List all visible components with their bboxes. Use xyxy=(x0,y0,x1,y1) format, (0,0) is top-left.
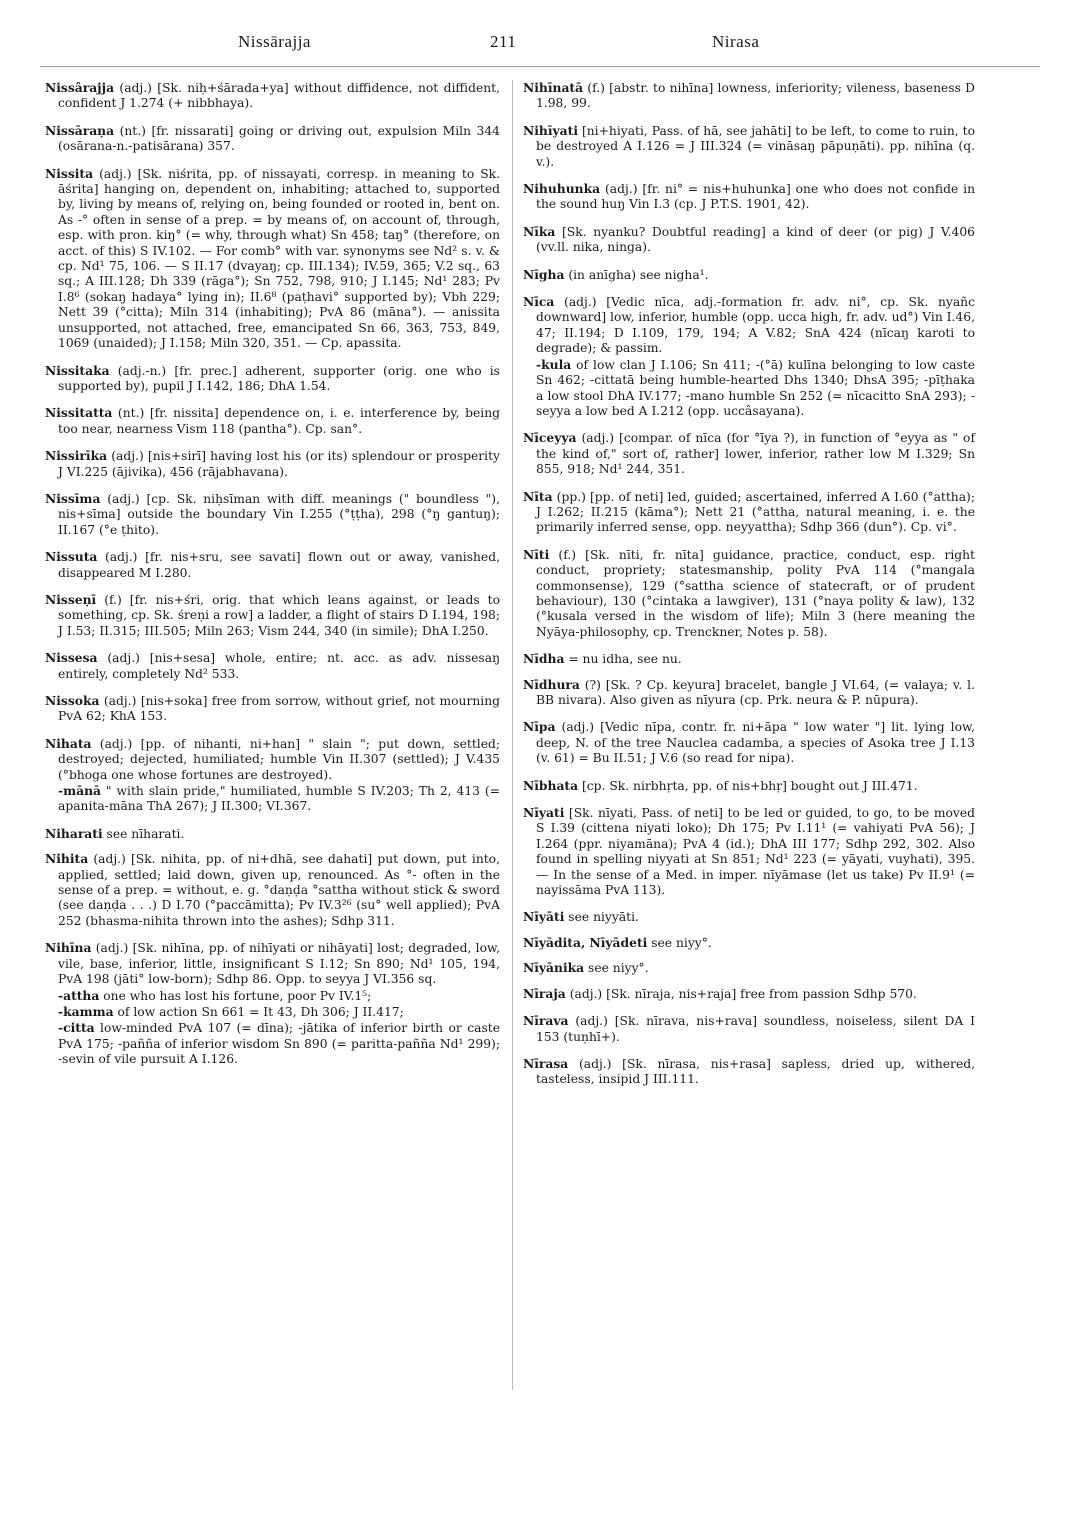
entry-definition: (adj.) [Sk. nihīna, pp. of nihīyati or nihāyati] lost; degraded, low, vile, base, inferior, little, insignificant S I.12; Sn 890; Nd¹ 105, 194, PvA 198 (jāti° low-born); Sdhp 86. Opp. to seyya J VI.356 sq. xyxy=(58,941,500,987)
entry-headword: Nīta xyxy=(523,488,553,504)
entry-definition: (adj.) [Sk. nīrava, nis+rava] soundless, noiseless, silent DA I 153 (tuṇhī+). xyxy=(536,1014,975,1044)
entry-headword: Nīdha xyxy=(523,651,565,667)
dictionary-entry xyxy=(45,592,500,639)
entry-headword: Nīyāti xyxy=(523,909,565,925)
entry-headword: Nihita xyxy=(45,851,89,867)
entry-headword: Nihīnatā xyxy=(523,80,584,95)
entry-headword: Nībhata xyxy=(523,777,579,793)
entry-headword: Nissirīka xyxy=(45,448,108,464)
sub-entry-headword: -citta xyxy=(58,1020,95,1036)
entry-definition: (nt.) [fr. nissita] dependence on, i. e. interference by, being too near, nearness Vism 118 (pantha°). Cp. san°. xyxy=(58,406,500,436)
entry-definition: (nt.) [fr. nissarati] going or driving out, expulsion Miln 344 (osārana-n.-patisārana) 357. xyxy=(58,123,500,154)
entry-headword: Nissitatta xyxy=(45,405,113,421)
entry-headword: Nissitaka xyxy=(45,362,110,378)
entry-definition: (pp.) [pp. of neti] led, guided; ascertained, inferred A I.60 (°attha); J I.262; II.215 (kāma°); Nett 21 (°attha, natural meaning, i. e. the primarily inferred sense, opp. neyyattha); Sdhp 366 (dun°). Cp. vi°. xyxy=(536,489,975,535)
entry-definition: see niyy°. xyxy=(647,935,712,950)
dictionary-entry xyxy=(523,677,975,709)
entry-headword: Nīceyya xyxy=(523,430,577,446)
entry-headword: Nīyati xyxy=(523,805,565,821)
entry-headword: Nissoka xyxy=(45,693,100,708)
dictionary-entry xyxy=(45,851,500,929)
sub-entry-headword: -kula xyxy=(536,356,572,372)
dictionary-entry xyxy=(523,430,975,477)
page-header xyxy=(48,32,1025,58)
dictionary-entry xyxy=(45,448,500,480)
entry-headword: Nīca xyxy=(523,294,555,310)
entry-definition: (adj.) [Sk. niśrita, pp. of nissayati, corresp. in meaning to Sk. āśrita] hanging on, dependent on, inhabiting; attached to, supported by, living by means of, relying on, being founded or rooted in, bent on. As -° often in sense of a prep. = by means of, on account of, through, esp. with pron. kiŋ° (= why, through what) Sn 458; taŋ° (therefore, on acct. of this) S IV.102. — For comb° with var. synonyms see Nd² s. v. & cp. Nd¹ 75, 106. — S II.17 (dvayaŋ; cp. III.134); IV.59, 365; V.2 sq., 63 sq.; A III.128; Dh 339 (rāga°); Sn 752, 798, 910; J I.145; Nd¹ 283; Pv I.8⁶ (sokaŋ hadaya° lying in); II.6⁸ (paṭhavi° supported by); Vbh 229; Nett 39 (°citta); Miln 314 (inhabiting); PvA 86 (māna°). — anissita unsupported, not attached, free, emancipated Sn 66, 363, 753, 849, 1069 (unaided); J I.158; Miln 320, 351. — Cp. apassita. xyxy=(58,166,500,351)
entry-definition: (f.) [fr. nis+śri, orig. that which leans against, or leads to something, cp. Sk. śreṇi a row] a ladder, a flight of stairs D I.194, 198; J I.53; II.315; III.505; Miln 263; Vism 244, 340 (in simile); DhA I.250. xyxy=(58,592,500,638)
entry-headword: Nīyādita, Nīyādeti xyxy=(523,934,648,950)
entry-headword: Nīka xyxy=(523,223,556,239)
entry-definition: see niyy°. xyxy=(584,961,649,976)
entry-definition: [Sk. nyanku? Doubtful reading] a kind of deer (or pig) J V.406 (vv.ll. nika, ninga). xyxy=(536,224,975,255)
header-rule xyxy=(40,66,1040,67)
entry-definition: see nīharati. xyxy=(102,826,185,841)
entry-headword: Nissesa xyxy=(45,650,98,666)
entry-definition: = nu idha, see nu. xyxy=(564,652,682,667)
sub-entry xyxy=(536,357,975,420)
dictionary-entry xyxy=(523,1056,975,1088)
dictionary-entry xyxy=(523,547,975,640)
entry-definition: (adj.) [fr. nis+sru, see savati] flown out or away, vanished, disappeared M I.280. xyxy=(58,550,500,580)
entry-definition: [ni+hiyati, Pass. of hā, see jahāti] to be left, to come to ruin, to be destroyed A I.126 = J III.324 (= vināsaŋ pāpuṇāti). pp. nihīna (q. v.). xyxy=(536,123,975,169)
dictionary-entry xyxy=(523,651,975,667)
dictionary-entry xyxy=(523,294,975,419)
dictionary-entry xyxy=(523,123,975,170)
dictionary-entry xyxy=(523,489,975,536)
dictionary-entry xyxy=(45,826,500,842)
entry-headword: Nīrasa xyxy=(523,1055,569,1071)
sub-entry-definition: low-minded PvA 107 (= dīna); -jātika of inferior birth or caste PvA 175; -pañña of inferior wisdom Sn 890 (= paritta-pañña Nd¹ 299); -sevin of vile pursuit A I.126. xyxy=(58,1021,500,1067)
entry-headword: Nissita xyxy=(45,165,94,181)
entry-headword: Nīrava xyxy=(523,1013,569,1029)
entry-headword: Nihata xyxy=(45,735,92,751)
entry-headword: Nīyānika xyxy=(523,960,585,976)
entry-definition: see niyyāti. xyxy=(564,910,639,925)
sub-entry-definition: " with slain pride," humiliated, humble S IV.203; Th 2, 413 (= apanita-māna ThA 267); J II.300; VI.367. xyxy=(58,784,500,814)
sub-entry xyxy=(58,1020,500,1067)
dictionary-entry xyxy=(523,267,975,283)
entry-definition: (adj.) [Vedic nīpa, contr. fr. ni+āpa " low water "] lit. lying low, deep, N. of the tree Nauclea cadamba, a species of Asoka tree J I.13 (v. 61) = Bu II.51; J V.6 (so read for nipa). xyxy=(536,720,975,766)
sub-entry-headword: -attha xyxy=(58,987,100,1003)
entry-definition: (adj.) [nis+sirī] having lost his (or its) splendour or prosperity J VI.225 (ājivika), 456 (rājabhavana). xyxy=(58,449,500,479)
entry-headword: Niharati xyxy=(45,825,103,841)
entry-headword: Nīraja xyxy=(523,985,566,1001)
dictionary-entry xyxy=(523,805,975,898)
entry-headword: Nissuta xyxy=(45,549,98,565)
entry-definition: (adj.) [Sk. nihita, pp. of ni+dhā, see dahati] put down, put into, applied, settled; laid down, given up, renounced. As °- often in the sense of a prep. = without, e. g. °daṇḍa °sattha without stick & sword (see daṇḍa . . .) D I.70 (°paccāmitta); Pv IV.3²⁶ (su° well applied); PvA 252 (bhasma-nihita thrown into the ashes); Sdhp 311. xyxy=(58,852,500,928)
dictionary-entry xyxy=(523,181,975,213)
entry-headword: Nissârajja xyxy=(45,80,115,95)
entry-definition: (adj.) [Sk. nīrasa, nis+rasa] sapless, dried up, withered, tasteless, insipid J III.111. xyxy=(536,1056,975,1087)
entry-definition: (adj.) [fr. ni° = nis+huhunka] one who does not confide in the sound huŋ Vin I.3 (cp. J P.T.S. 1901, 42). xyxy=(536,182,975,212)
dictionary-entry xyxy=(523,986,975,1002)
dictionary-entry xyxy=(45,940,500,1067)
sub-entry xyxy=(58,1004,500,1020)
right-column xyxy=(523,80,975,1099)
entry-definition: (f.) [abstr. to nihīna] lowness, inferiority; vileness, baseness D 1.98, 99. xyxy=(536,81,975,111)
entry-headword: Nihīyati xyxy=(523,122,578,138)
dictionary-entry xyxy=(523,719,975,766)
entry-definition: (adj.) [Sk. nīraja, nis+raja] free from passion Sdhp 570. xyxy=(565,986,917,1001)
entry-definition: (adj.) [pp. of nihanti, ni+han] " slain "; put down, settled; destroyed; dejected, humiliated; humble Vin II.307 (settled); J V.435 (°bhoga one whose fortunes are destroyed). xyxy=(58,736,500,782)
entry-definition: (adj.) [Vedic nīca, adj.-formation fr. adv. ni°, cp. Sk. nyañc downward] low, inferior, humble (opp. ucca high, fr. adv. ud°) Vin I.46, 47; II.194; D I.109, 179, 194; A V.82; SnA 424 (nīcaŋ karoti to degrade); & passim. xyxy=(536,295,975,356)
entry-headword: Nihīna xyxy=(45,940,92,956)
dictionary-entry xyxy=(45,549,500,581)
page-number: 211 xyxy=(490,32,517,51)
dictionary-entry xyxy=(523,224,975,256)
sub-entry xyxy=(58,783,500,815)
entry-definition: (adj.) [nis+soka] free from sorrow, without grief, not mourning PvA 62; KhA 153. xyxy=(58,694,500,724)
dictionary-entry xyxy=(45,650,500,682)
entry-headword: Nīti xyxy=(523,546,550,562)
dictionary-entry xyxy=(523,778,975,794)
dictionary-entry xyxy=(523,80,975,112)
entry-definition: (f.) [Sk. nīti, fr. nīta] guidance, practice, conduct, esp. right conduct, propriety; statesmanship, polity PvA 114 (°mangala commonsense), 129 (°sattha science of statecraft, or of prudent behaviour), 130 (°cintaka a lawgiver), 131 (°naya polity & law), 132 (°kusala versed in the wisdom of life); Miln 3 (here meaning the Nyāya-philosophy, cp. Trenckner, Notes p. 58). xyxy=(536,547,975,639)
entry-definition: (adj.) [Sk. niḥ+śārada+ya] without diffidence, not diffident, confident J 1.274 (+ nibbhaya). xyxy=(58,81,500,111)
entry-definition: [Sk. nīyati, Pass. of neti] to be led or guided, to go, to be moved S I.39 (cittena niyati loko); Dh 175; Pv I.11¹ (= vahiyati PvA 56); J I.264 (ppr. niyamāna); PvA 4 (id.); DhA III 177; Sdhp 292, 302. Also found in spelling niyyati at Sn 851; Nd¹ 223 (= yāyati, vuyhati), 395. — In the sense of a Med. in imper. nīyāmase (let us take) Pv II.9¹ (= nayissāma PvA 113). xyxy=(536,806,975,898)
dictionary-entry xyxy=(45,123,500,155)
column-divider xyxy=(512,80,513,1390)
dictionary-entry xyxy=(45,736,500,815)
entry-headword: Nihuhunka xyxy=(523,181,601,197)
left-column xyxy=(45,80,500,1079)
entry-headword: Nīdhura xyxy=(523,676,580,692)
dictionary-entry xyxy=(45,80,500,112)
sub-entry-definition: one who has lost his fortune, poor Pv IV.1⁵; xyxy=(99,988,372,1003)
dictionary-entry xyxy=(523,960,975,976)
dictionary-entry xyxy=(45,363,500,395)
entry-headword: Nissāraṇa xyxy=(45,122,115,138)
sub-entry-headword: -mānā xyxy=(58,783,101,799)
dictionary-entry xyxy=(45,166,500,352)
entry-definition: (adj.-n.) [fr. prec.] adherent, supporter (orig. one who is supported by), pupil J I.142, 186; DhA 1.54. xyxy=(58,363,500,393)
entry-headword: Nissīma xyxy=(45,490,101,506)
sub-entry-headword: -kamma xyxy=(58,1003,114,1019)
entry-headword: Nisseṇī xyxy=(45,591,97,607)
entry-definition: (in anīgha) see nigha¹. xyxy=(564,267,709,282)
dictionary-entry xyxy=(45,693,500,725)
entry-headword: Nīgha xyxy=(523,266,565,282)
sub-entry-definition: of low clan J I.106; Sn 411; -(°ā) kulīna belonging to low caste Sn 462; -cittatā being humble-hearted Dhs 1340; DhsA 395; -pīṭhaka a low stool DhA IV.177; -mano humble Sn 252 (= nīcacitto SnA 293); -seyya a low bed A I.212 (opp. uccâsayana). xyxy=(536,357,975,418)
dictionary-entry xyxy=(45,405,500,437)
entry-definition: [cp. Sk. nirbhṛta, pp. of nis+bhṛ] bought out J III.471. xyxy=(578,778,918,793)
dictionary-entry xyxy=(523,935,975,951)
entry-definition: (adj.) [cp. Sk. niḥsīman with diff. meanings (" boundless "), nis+sīma] outside the boundary Vin I.255 (°ṭṭha), 298 (°ŋ gantuŋ); II.167 (°e ṭhito). xyxy=(58,491,500,537)
entry-definition: (?) [Sk. ? Cp. keyura] bracelet, bangle J VI.64, (= valaya; v. l. BB nivara). Also given as nīyura (cp. Prk. neura & P. nūpura). xyxy=(536,677,975,707)
left-running-headword: Nissārajja xyxy=(238,32,311,51)
dictionary-entry xyxy=(523,1013,975,1045)
dictionary-entry xyxy=(523,909,975,925)
entry-headword: Nīpa xyxy=(523,719,556,735)
entry-definition: (adj.) [compar. of nīca (for °īya ?), in function of °eyya as " of the kind of," sort of, rather] lower, inferior, rather low M I.329; Sn 855, 918; Nd¹ 244, 351. xyxy=(536,431,975,477)
entry-definition: (adj.) [nis+sesa] whole, entire; nt. acc. as adv. nissesaŋ entirely, completely Nd² 533. xyxy=(58,651,500,681)
sub-entry-definition: of low action Sn 661 = It 43, Dh 306; J II.417; xyxy=(113,1004,404,1019)
dictionary-entry xyxy=(45,491,500,538)
right-running-headword: Nirasa xyxy=(712,32,760,51)
sub-entry xyxy=(58,988,500,1004)
